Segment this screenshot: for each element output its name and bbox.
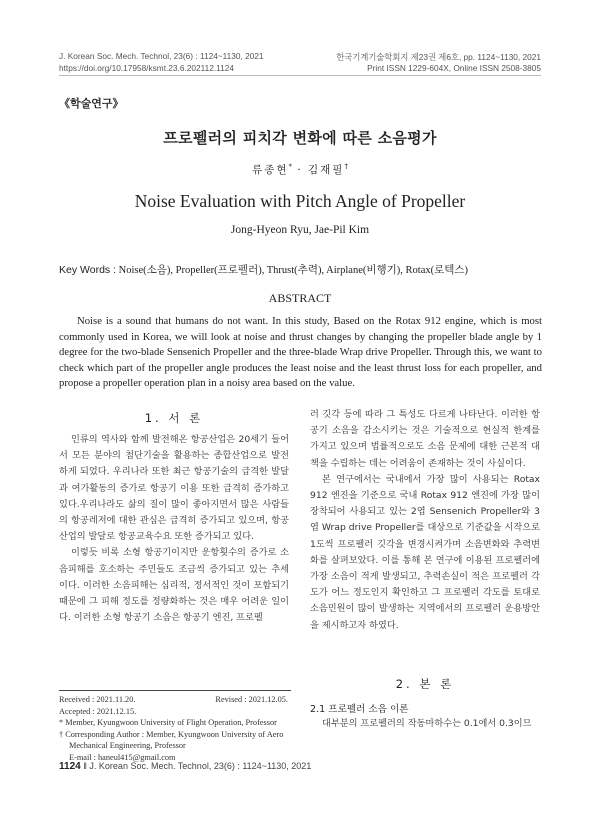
footer-separator: ‖ [80,761,90,771]
header-doi-link[interactable]: https://doi.org/10.17958/ksmt.23.6.202112.1124 [59,63,234,73]
header-journal-citation: J. Korean Soc. Mech. Technol, 23(6) : 1124~1130, 2021 [59,51,264,61]
footer-citation: J. Korean Soc. Mech. Technol, 23(6) : 1124~1130, 2021 [89,761,312,771]
corresponding-author-note: † Corresponding Author : Member, Kyungwoon University of Aero Mechanical Engineering, Professor [59,729,284,750]
paragraph: 이렇듯 비록 소형 항공기이지만 운항횟수의 증가로 소음피해를 호소하는 주민들도 조금씩 증가되고 있는 추세이다. 이러한 소음피해는 심리적, 정서적인 것이 포함되기 때문에 그 피해 정도를 정량화하는 것은 매우 어려운 일이다. 이러한 소형 항공기 소음은 항공기 엔진, 프로펠 [59,547,289,624]
paragraph: 러 깃각 등에 따라 그 특성도 다르게 나타난다. 이러한 항공기 소음을 감소시키는 것은 기술적으로 현실적 한계를 가지고 있으며 법률적으로도 소음 문제에 대한 근본적 대책을 수립하는 데는 어려움이 존재하는 것이 사실이다. [310,409,540,469]
authors-kr [0,162,600,177]
paragraph: 인류의 역사와 함께 발전해온 항공산업은 20세기 들어서 모든 분야의 첨단기술을 활용하는 종합산업으로 발전하게 되었다. 우리나라 또한 최근 항공기술의 급격한 발달과 여가활동의 증가로 항공기 이용 또한 급격히 증가하고 있다.우리나라도 삶의 질이 많이 좋아지면서 많은 사람들의 항공레저에 대한 관심은 급격히 증가되고 있으며, 항공산업의 발달로 항공교육수요 또한 증가되고 있다. [59,434,289,543]
abstract-title: ABSTRACT [268,291,332,305]
accepted-date: Accepted : 2021.12.15. [59,706,137,716]
abstract-body: Noise is a sound that humans do not want. In this study, Based on the Rotax 912 engine, which is most commonly used in Korea, we will look at noise and thrust changes by changing the propeller blade angle by 1 degree for the two-blade Sensenich Propeller and the three-blade Wrap drive Propeller. Through this, we want to check which part of the propeller angle produces the least noise and the least thrust loss for each propeller, and propose a propeller operation plan in a noisy area based on the value. [59,315,542,389]
received-date: Received : 2021.11.20. [59,695,136,704]
email-link[interactable]: E-mail : haneul415@gmail.com [69,752,176,762]
section-heading-body: 2. 본 론 [395,677,455,691]
keywords [59,262,468,277]
footnote-divider [59,690,291,691]
header-divider [59,75,541,76]
authors-en: Jong-Hyeon Ryu, Jae-Pil Kim [230,224,370,236]
page-number: 1124 [59,761,81,772]
header-issn: Print ISSN 1229-604X, Online ISSN 2508-3805 [367,63,541,73]
column-left [59,432,289,626]
revised-date: Revised : 2021.12.05. [215,695,288,704]
author-1: 류종현 [252,164,289,176]
paper-title-kr: 프로펠러의 피치각 변화에 따른 소음평가 [163,129,437,147]
keywords-label: Key Words : [59,264,116,276]
paper-title-en: Noise Evaluation with Pitch Angle of Propeller [134,191,466,211]
page-footer [59,761,311,772]
paragraph: 대부분의 프로펠러의 작동마하수는 0.1에서 0.3이므 [322,718,532,729]
subsection-heading: 2.1 프로펠러 소음 이론 [310,704,409,715]
author-1-mark: * [288,162,292,171]
column-right [310,407,540,634]
paragraph: 본 연구에서는 국내에서 가장 많이 사용되는 Rotax 912 엔진을 기준으로 국내 Rotax 912 엔진에 가장 많이 장착되어 사용되고 있는 2엽 Sensenich Propeller와 3엽 Wrap drive Propeller를 대상으로 기준값을 시작으로 1도씩 프로펠러 깃각을 변경시켜가며 소음변화와 추력변화를 살펴보았다. 이를 통해 본 연구에 이용된 프로펠러에 가장 소음이 적게 발생되고, 추력손실이 적은 프로펠러 각도가 어느 정도인지 확인하고 그 프로펠러 각도를 토대로 소음민원이 많이 발생하는 지역에서의 프로펠러 운용방안을 제시하고자 하였다. [310,473,540,631]
section-tag: 《학술연구》 [59,97,124,110]
author-2-mark: † [344,162,348,171]
member-note: * Member, Kyungwoon University of Flight Operation, Professor [59,718,277,727]
keywords-text: Noise(소음), Propeller(프로펠러), Thrust(추력), Airplane(비행기), Rotax(로텍스) [116,265,469,276]
header-journal-citation-kr: 한국기계기술학회지 제23권 제6호, pp. 1124~1130, 2021 [336,52,541,62]
author-separator: · [291,164,308,176]
author-2: 김재필 [308,164,345,176]
footnotes [59,694,294,763]
column-right-continued [310,716,540,732]
section-heading-introduction: 1. 서 론 [144,411,204,425]
